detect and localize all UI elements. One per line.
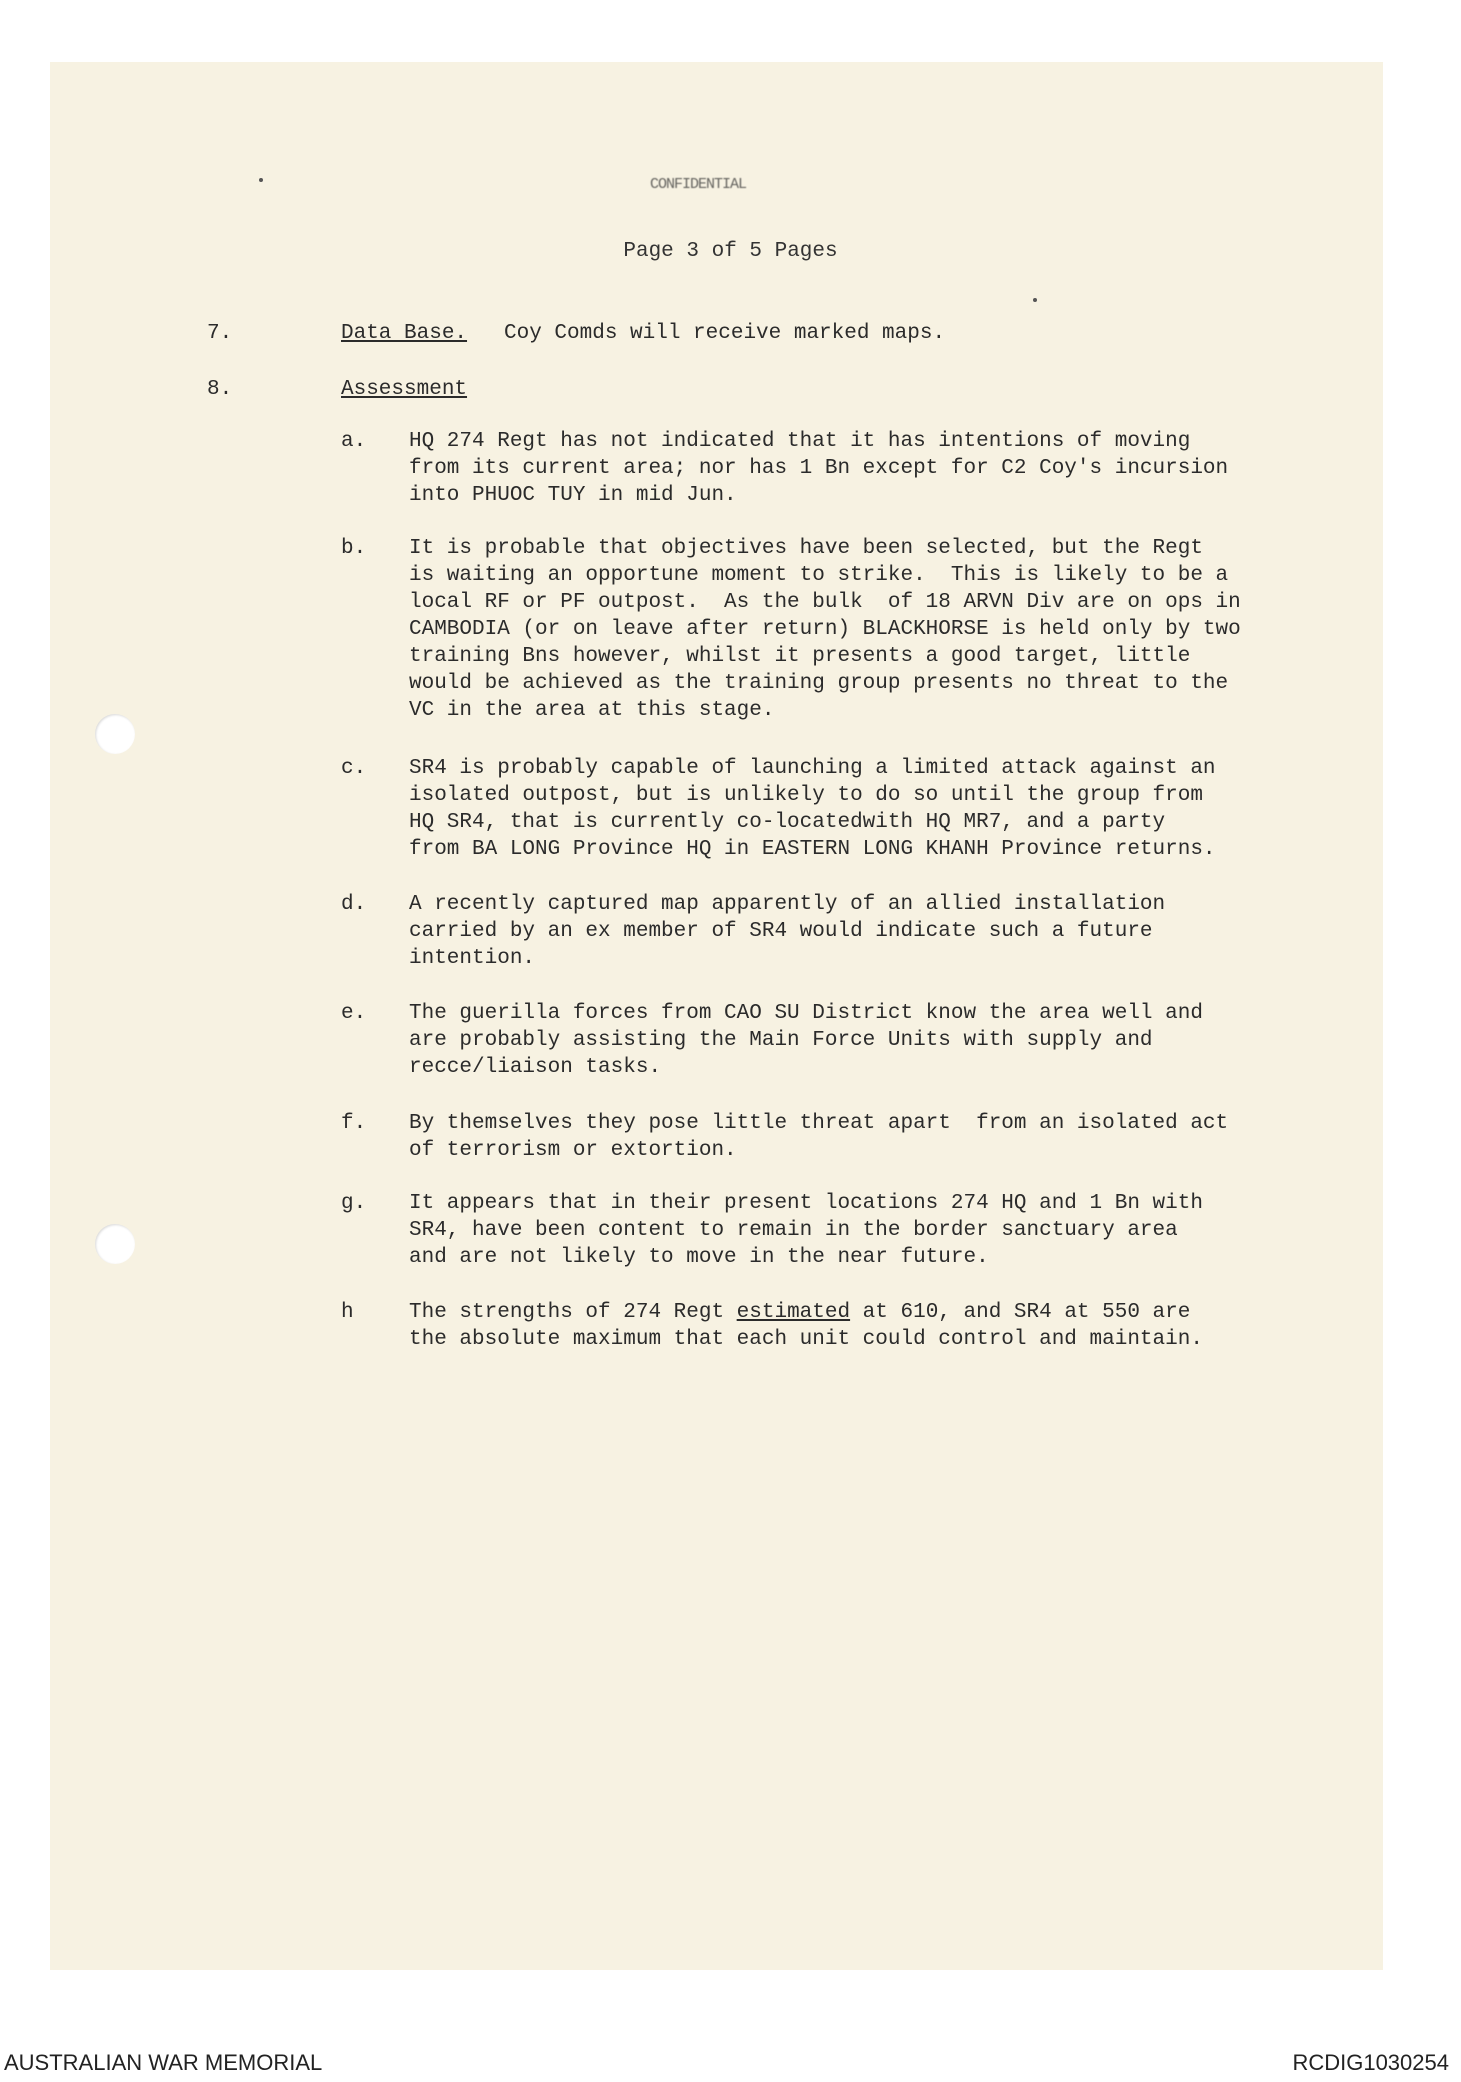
section-8-number: 8. bbox=[207, 378, 233, 401]
assessment-item-letter: d. bbox=[341, 893, 367, 916]
ink-speck bbox=[1033, 298, 1037, 302]
assessment-item-line: the absolute maximum that each unit could control and maintain. bbox=[409, 1328, 1203, 1351]
assessment-item-line: recce/liaison tasks. bbox=[409, 1056, 662, 1079]
section-7-heading: Data Base. bbox=[341, 322, 468, 345]
section-7-number: 7. bbox=[207, 322, 233, 345]
assessment-item-line: SR4, have been content to remain in the border sanctuary area bbox=[409, 1219, 1178, 1242]
assessment-item-letter: e. bbox=[341, 1002, 367, 1025]
section-7-text: Coy Comds will receive marked maps. bbox=[504, 322, 946, 345]
assessment-item-line: By themselves they pose little threat apart from an isolated act bbox=[409, 1112, 1229, 1135]
assessment-item-line: into PHUOC TUY in mid Jun. bbox=[409, 484, 737, 507]
assessment-item-letter: a. bbox=[341, 430, 367, 453]
assessment-item-line: from its current area; nor has 1 Bn except for C2 Coy's incursion bbox=[409, 457, 1229, 480]
assessment-item-letter: h bbox=[341, 1301, 354, 1324]
assessment-item-line: VC in the area at this stage. bbox=[409, 699, 775, 722]
assessment-item-line: is waiting an opportune moment to strike. This is likely to be a bbox=[409, 564, 1229, 587]
footer-right: RCDIG1030254 bbox=[1292, 2050, 1449, 2075]
punch-hole-top bbox=[95, 714, 135, 754]
assessment-item-letter: b. bbox=[341, 537, 367, 560]
punch-hole-bottom bbox=[95, 1224, 135, 1264]
assessment-item-line: of terrorism or extortion. bbox=[409, 1139, 737, 1162]
assessment-item-line: The strengths of 274 Regt estimated at 610, and SR4 at 550 are bbox=[409, 1301, 1191, 1324]
assessment-item-line: training Bns however, whilst it presents a good target, little bbox=[409, 645, 1191, 668]
ink-speck bbox=[259, 178, 263, 182]
assessment-item-line: HQ SR4, that is currently co-locatedwith HQ MR7, and a party bbox=[409, 811, 1166, 834]
assessment-item-line: CAMBODIA (or on leave after return) BLACKHORSE is held only by two bbox=[409, 618, 1241, 641]
assessment-item-line: It appears that in their present locations 274 HQ and 1 Bn with bbox=[409, 1192, 1203, 1215]
footer-left: AUSTRALIAN WAR MEMORIAL bbox=[4, 2050, 323, 2075]
assessment-item-line: intention. bbox=[409, 947, 536, 970]
assessment-item-line: carried by an ex member of SR4 would indicate such a future bbox=[409, 920, 1153, 943]
page-number: Page 3 of 5 Pages bbox=[623, 240, 838, 263]
assessment-item-letter: g. bbox=[341, 1192, 367, 1215]
assessment-item-line: The guerilla forces from CAO SU District know the area well and bbox=[409, 1002, 1203, 1025]
assessment-item-line: are probably assisting the Main Force Units with supply and bbox=[409, 1029, 1153, 1052]
assessment-item-letter: f. bbox=[341, 1112, 367, 1135]
assessment-item-letter: c. bbox=[341, 757, 367, 780]
section-8-heading: Assessment bbox=[341, 378, 468, 401]
assessment-item-line: local RF or PF outpost. As the bulk of 18 ARVN Div are on ops in bbox=[409, 591, 1241, 614]
assessment-item-line: and are not likely to move in the near future. bbox=[409, 1246, 989, 1269]
assessment-item-line: It is probable that objectives have been selected, but the Regt bbox=[409, 537, 1203, 560]
assessment-item-line: isolated outpost, but is unlikely to do so until the group from bbox=[409, 784, 1203, 807]
assessment-item-line: SR4 is probably capable of launching a limited attack against an bbox=[409, 757, 1216, 780]
assessment-item-line: A recently captured map apparently of an allied installation bbox=[409, 893, 1166, 916]
assessment-item-line: from BA LONG Province HQ in EASTERN LONG KHANH Province returns. bbox=[409, 838, 1216, 861]
assessment-item-line: HQ 274 Regt has not indicated that it has intentions of moving bbox=[409, 430, 1191, 453]
security-marking: CONFIDENTIAL bbox=[650, 176, 747, 192]
assessment-item-line: would be achieved as the training group presents no threat to the bbox=[409, 672, 1229, 695]
